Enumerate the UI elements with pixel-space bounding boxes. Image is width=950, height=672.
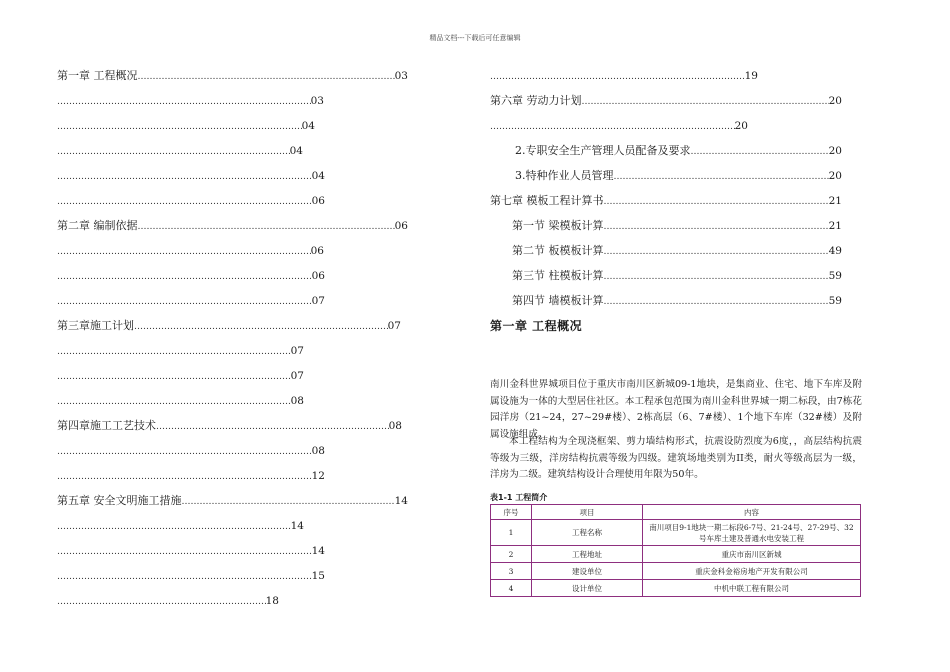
toc-entry-page: 06 <box>311 270 325 282</box>
toc-leader-dots <box>134 320 388 334</box>
toc-leader-dots <box>614 170 829 184</box>
toc-leader-dots <box>57 570 312 584</box>
toc-entry-page: 08 <box>311 445 325 457</box>
toc-entry-page: 08 <box>290 395 304 407</box>
toc-entry[interactable] <box>490 69 758 83</box>
cell-index: 3 <box>491 563 532 580</box>
cell-index: 1 <box>491 520 532 546</box>
toc-entry-title: 第三章施工计划 <box>57 319 134 332</box>
toc-leader-dots <box>182 495 395 509</box>
toc-entry[interactable] <box>490 194 842 208</box>
toc-leader-dots <box>57 195 312 209</box>
toc-leader-dots <box>57 370 291 384</box>
toc-leader-dots <box>138 220 395 234</box>
toc-entry[interactable] <box>57 169 325 183</box>
table-row <box>491 563 861 580</box>
toc-entry-page: 21 <box>828 220 842 232</box>
toc-leader-dots <box>57 520 291 534</box>
toc-entry-page: 06 <box>311 195 325 207</box>
toc-entry[interactable] <box>57 219 408 233</box>
toc-leader-dots <box>604 295 829 309</box>
toc-entry-page: 07 <box>290 370 304 382</box>
toc-entry-title: 第二节 板模板计算 <box>512 244 604 257</box>
toc-entry[interactable] <box>57 319 401 333</box>
toc-entry[interactable] <box>57 94 324 108</box>
toc-leader-dots <box>156 420 389 434</box>
paragraph-structure: 本工程结构为全现浇框架、剪力墙结构形式，抗震设防烈度为6度，，高层结构抗震等级为三级，洋房结构抗震等级为四级。建筑场地类别为II类，耐火等级高层为一级，洋房为二级。建筑结构设计合理使用年限为50年。 <box>490 436 862 480</box>
toc-entry-page: 49 <box>828 245 842 257</box>
toc-entry[interactable] <box>57 394 304 408</box>
toc-leader-dots <box>57 95 311 109</box>
toc-entry[interactable] <box>57 344 304 358</box>
toc-entry-page: 15 <box>311 570 325 582</box>
toc-entry-title: 第四章施工工艺技术 <box>57 419 156 432</box>
toc-entry[interactable] <box>57 69 408 83</box>
toc-entry-page: 03 <box>310 95 324 107</box>
toc-entry[interactable] <box>515 144 842 158</box>
toc-leader-dots <box>57 295 312 309</box>
table-caption: 表1-1 工程简介 <box>490 493 548 502</box>
toc-entry[interactable] <box>57 144 303 158</box>
toc-leader-dots <box>57 120 302 134</box>
toc-entry-page: 04 <box>301 120 315 132</box>
toc-entry-title: 第四节 墙模板计算 <box>512 294 604 307</box>
table-row <box>491 580 861 597</box>
cell-item: 建设单位 <box>532 563 643 580</box>
toc-leader-dots <box>582 95 829 109</box>
toc-leader-dots <box>604 195 829 209</box>
toc-entry-title: 第一节 梁模板计算 <box>512 219 604 232</box>
toc-entry-title: 第六章 劳动力计划 <box>490 94 582 107</box>
toc-entry[interactable] <box>57 244 324 258</box>
toc-entry[interactable] <box>57 294 325 308</box>
toc-leader-dots <box>490 70 745 84</box>
toc-leader-dots <box>604 270 829 284</box>
cell-index: 4 <box>491 580 532 597</box>
paragraph-overview: 南川金科世界城项目位于重庆市南川区新城09-1地块，是集商业、住宅、地下车库及附属设施为一体的大型居住社区。本工程承包范围为南川金科世界城一期二标段，由7栋花园洋房（21~24，27~29#楼）、2栋高层（6、7#楼）、1个地下车库（32#楼）及附属设施组成。 <box>490 379 862 440</box>
toc-entry-page: 08 <box>388 420 402 432</box>
toc-entry-page: 20 <box>828 95 842 107</box>
toc-entry-page: 59 <box>828 270 842 282</box>
toc-leader-dots <box>604 245 829 259</box>
toc-entry[interactable] <box>57 469 325 483</box>
toc-entry-page: 06 <box>394 220 408 232</box>
toc-leader-dots <box>57 395 291 409</box>
toc-entry-title: 第二章 编制依据 <box>57 219 138 232</box>
toc-entry-page: 59 <box>828 295 842 307</box>
toc-leader-dots <box>57 470 312 484</box>
toc-entry-title: 3.特种作业人员管理 <box>515 169 614 182</box>
toc-leader-dots <box>57 170 312 184</box>
toc-entry-page: 19 <box>744 70 758 82</box>
cell-content: 重庆金科金裕房地产开发有限公司 <box>643 563 861 580</box>
toc-entry[interactable] <box>57 419 402 433</box>
toc-entry[interactable] <box>57 444 325 458</box>
project-info-table <box>490 504 861 597</box>
cell-item: 工程名称 <box>532 520 643 546</box>
toc-leader-dots <box>57 270 312 284</box>
table-row <box>491 546 861 563</box>
toc-entry-page: 18 <box>265 595 279 607</box>
toc-entry-page: 12 <box>311 470 325 482</box>
toc-entry-page: 21 <box>828 195 842 207</box>
toc-entry[interactable] <box>57 569 325 583</box>
toc-entry-page: 07 <box>311 295 325 307</box>
cell-item: 工程地址 <box>532 546 643 563</box>
toc-entry-page: 06 <box>310 245 324 257</box>
toc-entry[interactable] <box>515 169 842 183</box>
table-row <box>491 520 861 546</box>
toc-entry[interactable] <box>57 194 325 208</box>
toc-entry[interactable] <box>57 119 315 133</box>
cell-content: 重庆市南川区新城 <box>643 546 861 563</box>
cell-content: 南川项目9-1地块一期二标段6-7号、21-24号、27-29号、32号车库土建及普通水电安装工程 <box>643 520 861 546</box>
toc-entry[interactable] <box>57 269 325 283</box>
toc-leader-dots <box>691 145 829 159</box>
toc-entry-title: 第五章 安全文明施工措施 <box>57 494 182 507</box>
toc-leader-dots <box>604 220 829 234</box>
cell-content: 中机中联工程有限公司 <box>643 580 861 597</box>
toc-entry-page: 20 <box>734 120 748 132</box>
toc-entry[interactable] <box>512 219 842 233</box>
header-cell-index: 序号 <box>491 505 532 520</box>
toc-entry[interactable] <box>512 269 842 283</box>
header-cell-content: 内容 <box>643 505 861 520</box>
toc-entry-page: 14 <box>290 520 304 532</box>
toc-entry[interactable] <box>57 594 279 608</box>
toc-entry-page: 20 <box>828 170 842 182</box>
toc-leader-dots <box>57 245 311 259</box>
toc-entry[interactable] <box>512 294 842 308</box>
toc-entry-title: 2.专职安全生产管理人员配备及要求 <box>515 144 691 157</box>
toc-leader-dots <box>57 545 312 559</box>
toc-leader-dots <box>490 120 735 134</box>
toc-entry[interactable] <box>57 369 304 383</box>
toc-leader-dots <box>57 145 290 159</box>
toc-entry-page: 04 <box>289 145 303 157</box>
toc-entry-page: 03 <box>394 70 408 82</box>
toc-entry-page: 07 <box>290 345 304 357</box>
toc-entry[interactable] <box>490 119 748 133</box>
toc-entry-title: 第七章 模板工程计算书 <box>490 194 604 207</box>
toc-entry-page: 14 <box>311 545 325 557</box>
toc-entry[interactable] <box>57 544 325 558</box>
toc-entry-title: 第三节 柱模板计算 <box>512 269 604 282</box>
toc-entry[interactable] <box>57 494 408 508</box>
toc-leader-dots <box>138 70 395 84</box>
header-note: 精品文档---下载后可任意编辑 <box>429 34 521 42</box>
cell-item: 设计单位 <box>532 580 643 597</box>
toc-entry-page: 07 <box>387 320 401 332</box>
toc-entry-page: 14 <box>394 495 408 507</box>
chapter-title: 第一章 工程概况 <box>490 319 583 333</box>
toc-leader-dots <box>57 445 312 459</box>
toc-entry-page: 20 <box>828 145 842 157</box>
toc-entry[interactable] <box>57 519 304 533</box>
header-cell-item: 项目 <box>532 505 643 520</box>
toc-entry-page: 04 <box>311 170 325 182</box>
toc-entry[interactable] <box>490 94 842 108</box>
toc-entry-title: 第一章 工程概况 <box>57 69 138 82</box>
table-header-row <box>491 505 861 520</box>
toc-leader-dots <box>57 595 266 609</box>
toc-entry[interactable] <box>512 244 842 258</box>
toc-leader-dots <box>57 345 291 359</box>
cell-index: 2 <box>491 546 532 563</box>
